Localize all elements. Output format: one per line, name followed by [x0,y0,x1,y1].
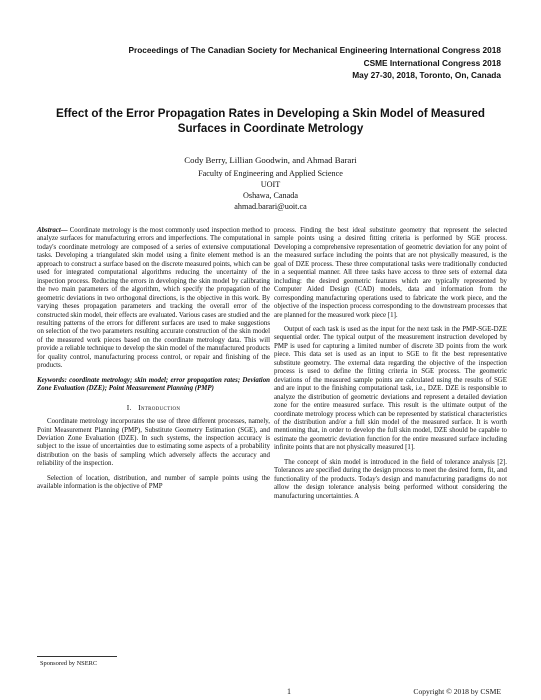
abstract-label: Abstract [37,227,61,234]
section-numeral: I. [126,402,132,412]
conference-line-2: CSME International Congress 2018 [363,57,501,68]
paper-title: Effect of the Error Propagation Rates in Developing a Skin Model of Measured Surfaces in Coordinate Metrology [55,107,486,135]
body-paragraph: The concept of skin model is introduced in the field of tolerance analysis [2]. Tolerances are specified during the design process to meet the desired form, fit, and functionality of the products. Today's design and manufacturing paradigms do not allow the design tolerance analysis being performed without considering the manufacturing uncertainties. A [274,458,507,500]
section-heading [37,404,270,412]
abstract [37,227,270,371]
right-column [274,227,507,501]
body-paragraph: process. Finding the best ideal substitute geometry that represent the selected sample points using a desired fitting criteria is performed by SGE process. Developing a comprehensive representation of geometric deviation for any point of the measured surface including the points that are not physically measured, is the goal of DZE process. These three computational tasks were traditionally conducted in a sequential manner. All three tasks have access to three sets of external data including: the desired geometric features which are typically represented by Computer Aided Design (CAD) models, data and information from the corresponding manufacturing operations used to fabricate the work piece, and the objective of the inspection process corresponding to the downstream processes that are planned for the measured work piece [1]. [274,227,507,319]
author-location: Oshawa, Canada [242,191,299,200]
copyright-notice: Copyright © 2018 by CSME [413,687,501,696]
conference-line-1: Proceedings of The Canadian Society for Mechanical Engineering International Congress 2018 [128,45,501,55]
author-university: UOIT [260,180,281,189]
conference-line-3: May 27-30, 2018, Toronto, On, Canada [352,70,501,80]
footnote: Sponsored by NSERC [40,660,98,667]
page-number: 1 [287,687,291,696]
intro-paragraph: Coordinate metrology incorporates the use of three different processes, namely, Point Measurement Planning (PMP), Substitute Geometry Estimation (SGE), and Deviation Zone Evaluation (DZE). In such systems, the inspection accuracy is subject to the issue of uncertainties due to estimating some aspects of a probability distribution on the basis of sampling which adversely affects the accuracy and reliability of the inspection. [37,418,270,468]
author-faculty: Faculty of Engineering and Applied Science [198,169,343,178]
left-column [37,227,270,492]
abstract-text: Coordinate metrology is the most commonly used inspection method to analyze surfaces for manufacturing errors and imperfections. The computational in today's coordinate metrology are composed of a series of extensive computational tasks. Developing a triangulated skin model using a finite element method is an approach to construct a surface based on the discrete measured points, which can be used for integrated computational algorithms reducing the uncertainty of the inspection process. Reducing the errors in developing the skin model by calibrating the two main parameters of the algorithm, which specify the propagation of the geometric deviations in two orthogonal directions, is the objective in this work. By varying theses propagation parameters and tracking the overall error of the constructed skin model, their effects are evaluated. Various cases are studied and the resulting patterns of the errors for different surfaces are used to make suggestions on selection of the two parameters resulting accurate construction of the skin model of the measured work pieces based on the coordinate metrology data. This will provide a reliable technique to develop the skin model of the manufactured products for quality control, manufacturing process control, or repair and finishing of the products. [37,227,270,370]
abstract-dash: — [60,227,70,234]
author-names: Cody Berry, Lillian Goodwin, and Ahmad Barari [184,155,357,165]
conference-header [128,44,501,82]
section-title: Introduction [138,402,181,412]
intro-paragraph: Selection of location, distribution, and number of sample points using the available information is the objective of PMP [37,474,270,491]
keywords: Keywords: coordinate metrology; skin model; error propagation rates; Deviation Zone Evaluation (DZE); Point Measurement Planning (PMP) [37,376,270,393]
footnote-divider [37,656,117,657]
author-block [40,155,501,212]
author-email[interactable]: ahmad.barari@uoit.ca [234,202,307,211]
body-paragraph: Output of each task is used as the input for the next task in the PMP-SGE-DZE sequential order. The typical output of the measurement instruction developed by PMP is used for capturing a limited number of discrete 3D points from the work piece. This data set is used as an input to SGE to fit the best representative substitute geometry. The external data regarding the objective of the inspection process is used to define the fitting criteria in SGE process. The geometric deviations of the measured sample points are calculated using the results of SGE and are input to the finishing computational task, i.e., DZE. DZE is responsible to analyze the distribution of geometric deviations and represent a detailed deviation zone for the entire measured surface. This result is the ultimate output of the coordinate metrology process which can be represented by statistical characteristics of the distribution and/or a full skin model of the measured surface. It is worth mentioning that, in order to develop the full skin model, DZE should be capable to estimate the geometric deviation function for the entire measured surface including infinite points that are not physically measured [1]. [274,325,507,452]
